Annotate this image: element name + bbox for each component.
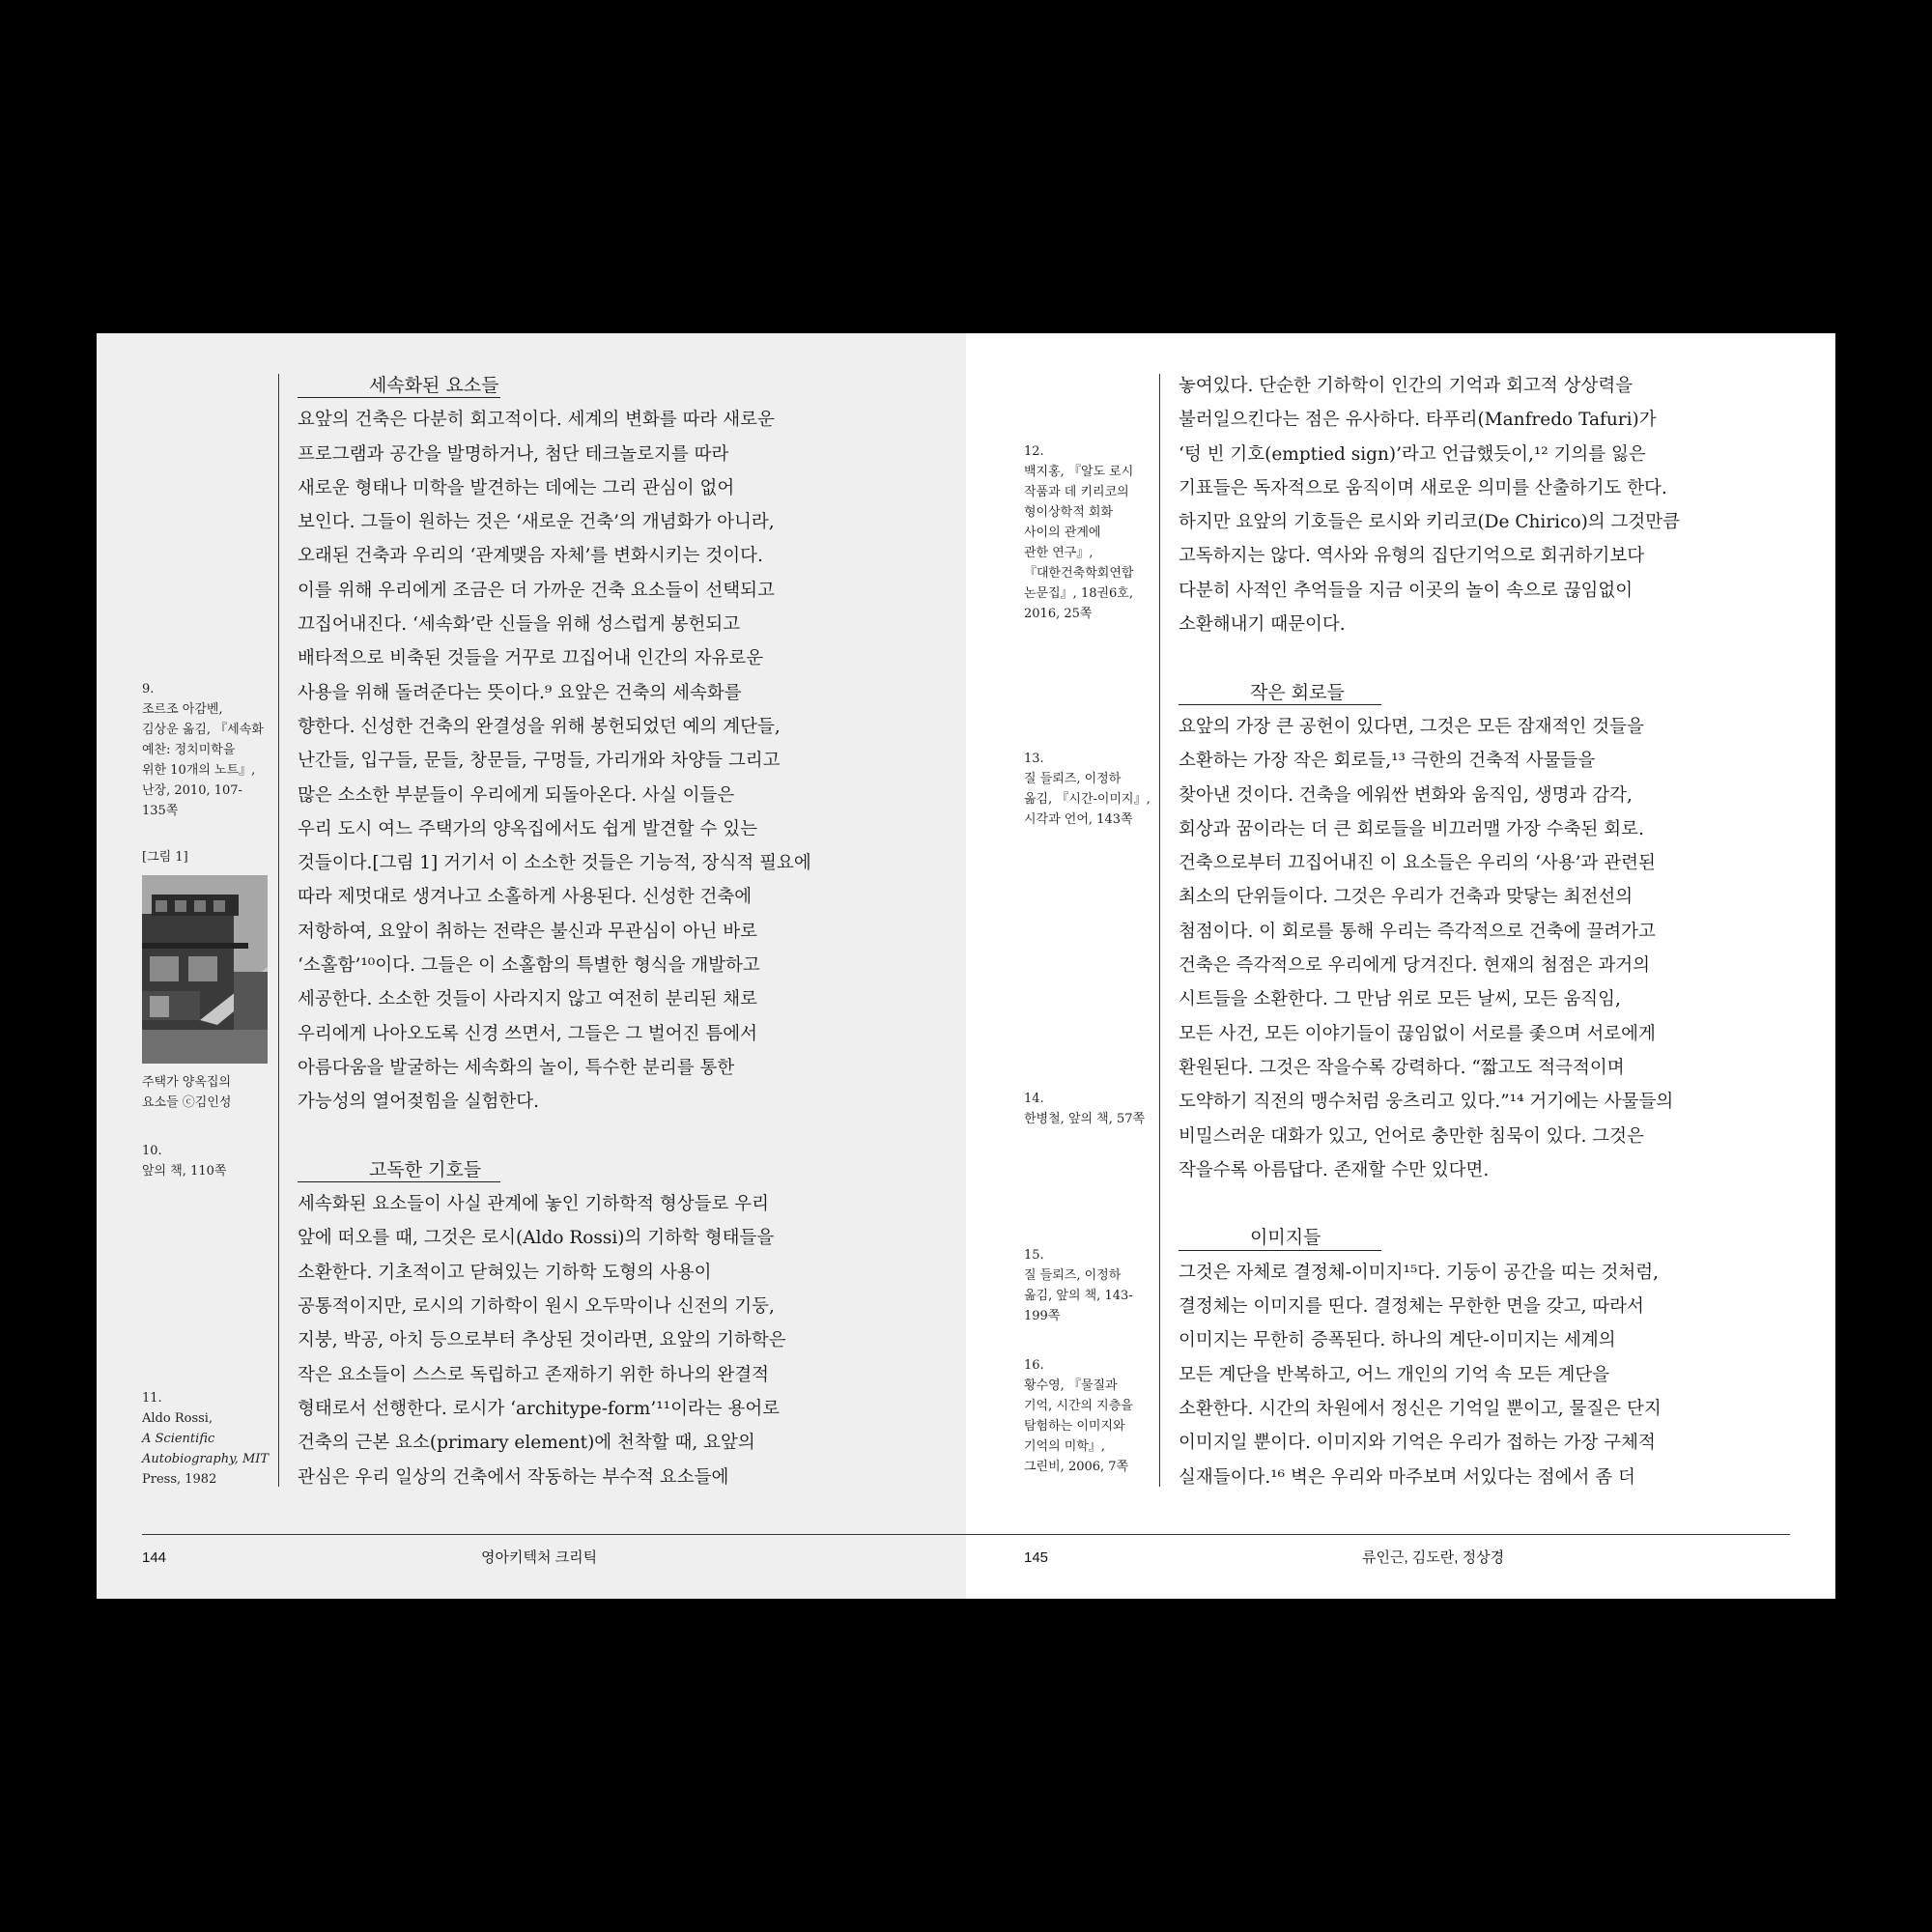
footnote-line: 135쪽: [142, 804, 179, 818]
body-line: 향한다. 신성한 건축의 완결성을 위해 봉헌되었던 예의 계단들,: [298, 716, 781, 737]
footnote-text: [1024, 1265, 1133, 1326]
section-body-secularized: [298, 403, 811, 1119]
footnote-text: [1024, 1109, 1145, 1129]
body-line: 끄집어내진다. ‘세속화’란 신들을 위해 성스럽게 봉헌되고: [298, 614, 741, 636]
body-line: 불러일으킨다는 점은 유사하다. 타푸리(Manfredo Tafuri)가: [1179, 410, 1657, 431]
body-line: 보인다. 그들이 원하는 것은 ‘새로운 건축’의 개념화가 아니라,: [298, 512, 775, 533]
body-line: 앞에 떠오를 때, 그것은 로시(Aldo Rossi)의 기하학 형태들을: [298, 1228, 775, 1249]
body-line: 기표들은 독자적으로 움직이며 새로운 의미를 산출하기도 한다.: [1179, 477, 1667, 498]
footnote-line: 김상운 옮김, 『세속화: [142, 723, 264, 737]
footnote-line: 형이상학적 회화: [1024, 505, 1114, 520]
body-line: 것들이다.[그림 1] 거기서 이 소소한 것들은 기능적, 장식적 필요에: [298, 853, 811, 874]
section-heading-images: [1179, 1221, 1680, 1255]
house-photo: [142, 875, 268, 1064]
footnote-line: Autobiography, MIT: [142, 1452, 270, 1466]
right-main-text: [1179, 369, 1680, 1494]
body-line: 배타적으로 비축된 것들을 거꾸로 끄집어내 인간의 자유로운: [298, 648, 764, 669]
figure-caption-text: [142, 1072, 231, 1113]
body-line: 그것은 자체로 결정체-이미지¹⁵다. 기둥이 공간을 띠는 것처럼,: [1179, 1262, 1660, 1283]
body-line: 새로운 형태나 미학을 발견하는 데에는 그리 관심이 없어: [298, 477, 735, 498]
intro-body: [1179, 369, 1680, 641]
body-line: 결정체는 이미지를 띤다. 결정체는 무한한 면을 갖고, 따라서: [1179, 1296, 1644, 1318]
right-running-authors: 류인근, 김도란, 정상경: [1362, 1549, 1505, 1566]
body-line: 건축의 근본 요소(primary element)에 천착할 때, 요앞의: [298, 1433, 755, 1454]
footnote-line: 백지홍, 『알도 로시: [1024, 465, 1134, 479]
footnote-line: 기억의 미학』,: [1024, 1439, 1106, 1454]
footnote-16: [1024, 1355, 1133, 1477]
section-heading-small-circuits: [1179, 676, 1680, 710]
footnote-text: [1024, 769, 1151, 830]
body-line: 건축으로부터 끄집어내진 이 요소들은 우리의 ‘사용’과 관련된: [1179, 853, 1656, 874]
book-spread: [97, 333, 1835, 1599]
footnote-line: 앞의 책, 110쪽: [142, 1164, 227, 1179]
footnote-text: [142, 1408, 269, 1490]
body-line: 환원된다. 그것은 작을수록 강력하다. “짧고도 적극적이며: [1179, 1057, 1625, 1078]
footnote-number: 14.: [1024, 1092, 1044, 1106]
right-column-rule: [1159, 374, 1160, 1487]
body-line: 세공한다. 소소한 것들이 사라지지 않고 여전히 분리된 채로: [298, 989, 757, 1010]
footnote-text: [1024, 462, 1133, 624]
body-line: 비밀스러운 대화가 있고, 언어로 충만한 침묵이 있다. 그것은: [1179, 1125, 1644, 1147]
body-line: 요앞의 가장 큰 공헌이 있다면, 그것은 모든 잠재적인 것들을: [1179, 716, 1644, 737]
right-page: [966, 333, 1835, 1599]
footnote-line: 작품과 데 키리코의: [1024, 485, 1129, 499]
footnote-number: 13.: [1024, 752, 1044, 766]
footnote-number: 16.: [1024, 1358, 1044, 1373]
footnote-9: [142, 679, 264, 821]
body-line: 모든 사건, 모든 이야기들이 끊임없이 서로를 좇으며 서로에게: [1179, 1023, 1656, 1044]
heading-text: 고독한 기호들: [369, 1158, 482, 1180]
footnote-12: [1024, 441, 1133, 624]
footnote-number: 12.: [1024, 444, 1044, 459]
footnote-line: 탐험하는 이미지와: [1024, 1419, 1125, 1434]
body-line: 고독하지는 않다. 역사와 유형의 집단기억으로 회귀하기보다: [1179, 546, 1645, 567]
footnote-line: 199쪽: [1024, 1309, 1061, 1323]
body-line: 아름다움을 발굴하는 세속화의 놀이, 특수한 분리를 통한: [298, 1057, 735, 1078]
figure-label: [그림 1]: [142, 850, 188, 865]
footnote-line: 사이의 관계에: [1024, 526, 1101, 540]
footnote-line: 옮김, 앞의 책, 143-: [1024, 1289, 1133, 1303]
body-line: 첨점이다. 이 회로를 통해 우리는 즉각적으로 건축에 끌려가고: [1179, 921, 1656, 942]
right-page-number: 145: [1024, 1549, 1049, 1566]
caption-line: 요소들 ⓒ김인성: [142, 1095, 232, 1110]
footnote-15: [1024, 1245, 1133, 1326]
footnote-line: Aldo Rossi,: [142, 1411, 213, 1426]
body-line: 소환한다. 기초적이고 닫혀있는 기하학 도형의 사용이: [298, 1262, 712, 1283]
footnote-line: 기억, 시간의 지층을: [1024, 1399, 1133, 1413]
body-line: 난간들, 입구들, 문들, 창문들, 구멍들, 가리개와 차양들 그리고: [298, 751, 781, 772]
section-heading-secularized: [298, 369, 811, 403]
section-body-lonely-signs: [298, 1187, 811, 1494]
left-page-number: 144: [142, 1549, 167, 1566]
footnote-line: 황수영, 『물질과: [1024, 1378, 1118, 1393]
body-line: 지붕, 박공, 아치 등으로부터 추상된 것이라면, 요앞의 기하학은: [298, 1330, 786, 1351]
body-line: 공통적이지만, 로시의 기하학이 원시 오두막이나 신전의 기둥,: [298, 1296, 775, 1318]
body-line: 하지만 요앞의 기호들은 로시와 키리코(De Chirico)의 그것만큼: [1179, 512, 1681, 533]
footnote-line: 예찬: 정치미학을: [142, 743, 236, 757]
body-line: 회상과 꿈이라는 더 큰 회로들을 비끄러맬 가장 수축된 회로.: [1179, 818, 1644, 839]
section-body-images: [1179, 1256, 1680, 1494]
footnote-line: A Scientific: [142, 1432, 215, 1446]
section-body-small-circuits: [1179, 710, 1680, 1187]
footnote-line: 난장, 2010, 107-: [142, 783, 242, 798]
body-line: 이미지는 무한히 증폭된다. 하나의 계단-이미지는 세계의: [1179, 1330, 1616, 1351]
body-line: 도약하기 직전의 맹수처럼 웅츠리고 있다.”¹⁴ 거기에는 사물들의: [1179, 1092, 1674, 1113]
footnote-text: [142, 1161, 226, 1181]
body-line: 세속화된 요소들이 사실 관계에 놓인 기하학적 형상들로 우리: [298, 1194, 769, 1215]
right-footer-rule: [966, 1534, 1790, 1535]
body-line: 우리에게 나아오도록 신경 쓰면서, 그들은 그 벌어진 틈에서: [298, 1023, 757, 1044]
body-line: 다분히 사적인 추억들을 지금 이곳의 놀이 속으로 끊임없이: [1179, 580, 1634, 601]
footnote-10: [142, 1141, 226, 1181]
body-line: 찾아낸 것이다. 건축을 에워싼 변화와 움직임, 생명과 감각,: [1179, 784, 1633, 806]
footnote-line: Press, 1982: [142, 1472, 217, 1487]
body-line: ‘소홀함’¹⁰이다. 그들은 이 소홀함의 특별한 형식을 개발하고: [298, 955, 760, 977]
footnote-line: 그린비, 2006, 7쪽: [1024, 1460, 1129, 1474]
left-main-text: [298, 369, 811, 1494]
body-line: 소환한다. 시간의 차원에서 정신은 기억일 뿐이고, 물질은 단지: [1179, 1398, 1662, 1419]
body-line: 이미지일 뿐이다. 이미지와 기억은 우리가 접하는 가장 구체적: [1179, 1433, 1656, 1454]
body-line: 이를 위해 우리에게 조금은 더 가까운 건축 요소들이 선택되고: [298, 580, 775, 601]
footnote-line: 논문집』, 18권6호,: [1024, 586, 1134, 601]
body-line: 가능성의 열어젖힘을 실험한다.: [298, 1092, 539, 1113]
footnote-text: [142, 699, 264, 821]
footnote-line: 관한 연구』,: [1024, 546, 1094, 560]
left-running-title: 영아키텍처 크리틱: [481, 1549, 598, 1566]
body-line: 작을수록 아름답다. 존재할 수만 있다면.: [1179, 1159, 1490, 1180]
body-line: 요앞의 건축은 다분히 회고적이다. 세계의 변화를 따라 새로운: [298, 410, 775, 431]
left-footer-rule: [142, 1534, 966, 1535]
body-line: 프로그램과 공간을 발명하거나, 첨단 테크놀로지를 따라: [298, 443, 729, 465]
footnote-13: [1024, 749, 1151, 830]
footnote-line: 『대한건축학회연합: [1024, 566, 1134, 581]
body-line: 저항하여, 요앞이 취하는 전략은 불신과 무관심이 아닌 바로: [298, 921, 757, 942]
footnote-line: 옮김, 『시간-이미지』,: [1024, 792, 1151, 807]
body-line: 작은 요소들이 스스로 독립하고 존재하기 위한 하나의 완결적: [298, 1364, 769, 1385]
footnote-line: 조르조 아감벤,: [142, 702, 223, 717]
footnote-number: 9.: [142, 682, 155, 696]
body-line: 실재들이다.¹⁶ 벽은 우리와 마주보며 서있다는 점에서 좀 더: [1179, 1466, 1635, 1488]
figure-caption: [142, 1072, 231, 1113]
body-line: 관심은 우리 일상의 건축에서 작동하는 부수적 요소들에: [298, 1466, 729, 1488]
house-photo-illustration: [142, 875, 268, 1064]
body-line: 놓여있다. 단순한 기하학이 인간의 기억과 회고적 상상력을: [1179, 376, 1634, 396]
body-line: 많은 소소한 부분들이 우리에게 되돌아온다. 사실 이들은: [298, 784, 735, 806]
heading-text: 세속화된 요소들: [369, 375, 499, 396]
body-line: 시트들을 소환한다. 그 만남 위로 모든 날씨, 모든 움직임,: [1179, 989, 1621, 1010]
body-line: ‘텅 빈 기호(emptied sign)’라고 언급했듯이,¹² 기의를 잃은: [1179, 443, 1646, 465]
body-line: 사용을 위해 돌려준다는 뜻이다.⁹ 요앞은 건축의 세속화를: [298, 682, 742, 703]
footnote-line: 질 들뢰즈, 이정하: [1024, 1268, 1122, 1283]
footnote-number: 15.: [1024, 1248, 1044, 1263]
body-line: 형태로서 선행한다. 로시가 ‘architype-form’¹¹이라는 용어로: [298, 1398, 781, 1419]
left-page: [97, 333, 966, 1599]
footnote-14: [1024, 1089, 1145, 1129]
footnote-11: [142, 1388, 269, 1490]
footnote-line: 시각과 언어, 143쪽: [1024, 812, 1133, 827]
heading-text: 작은 회로들: [1250, 681, 1345, 703]
left-column-rule: [278, 374, 279, 1487]
heading-text: 이미지들: [1250, 1227, 1321, 1249]
body-line: 모든 계단을 반복하고, 어느 개인의 기억 속 모든 계단을: [1179, 1364, 1610, 1385]
caption-line: 주택가 양옥집의: [142, 1075, 232, 1090]
body-line: 따라 제멋대로 생겨나고 소홀하게 사용된다. 신성한 건축에: [298, 887, 753, 908]
footnote-line: 2016, 25쪽: [1024, 607, 1093, 621]
body-line: 소환하는 가장 작은 회로들,¹³ 극한의 건축적 사물들을: [1179, 751, 1596, 772]
footnote-line: 위한 10개의 노트』,: [142, 763, 256, 778]
footnote-line: 한병철, 앞의 책, 57쪽: [1024, 1112, 1146, 1126]
body-line: 최소의 단위들이다. 그것은 우리가 건축과 맞닿는 최전선의: [1179, 887, 1634, 908]
body-line: 오래된 건축과 우리의 ‘관계맺음 자체’를 변화시키는 것이다.: [298, 546, 763, 567]
footnote-number: 11.: [142, 1391, 162, 1406]
footnote-text: [1024, 1376, 1133, 1477]
footnote-line: 질 들뢰즈, 이정하: [1024, 772, 1122, 786]
body-line: 건축은 즉각적으로 우리에게 당겨진다. 현재의 첨점은 과거의: [1179, 955, 1650, 977]
section-heading-lonely-signs: [298, 1153, 811, 1187]
body-line: 우리 도시 여느 주택가의 양옥집에서도 쉽게 발견할 수 있는: [298, 818, 757, 839]
body-line: 소환해내기 때문이다.: [1179, 614, 1346, 636]
footnote-number: 10.: [142, 1144, 162, 1158]
